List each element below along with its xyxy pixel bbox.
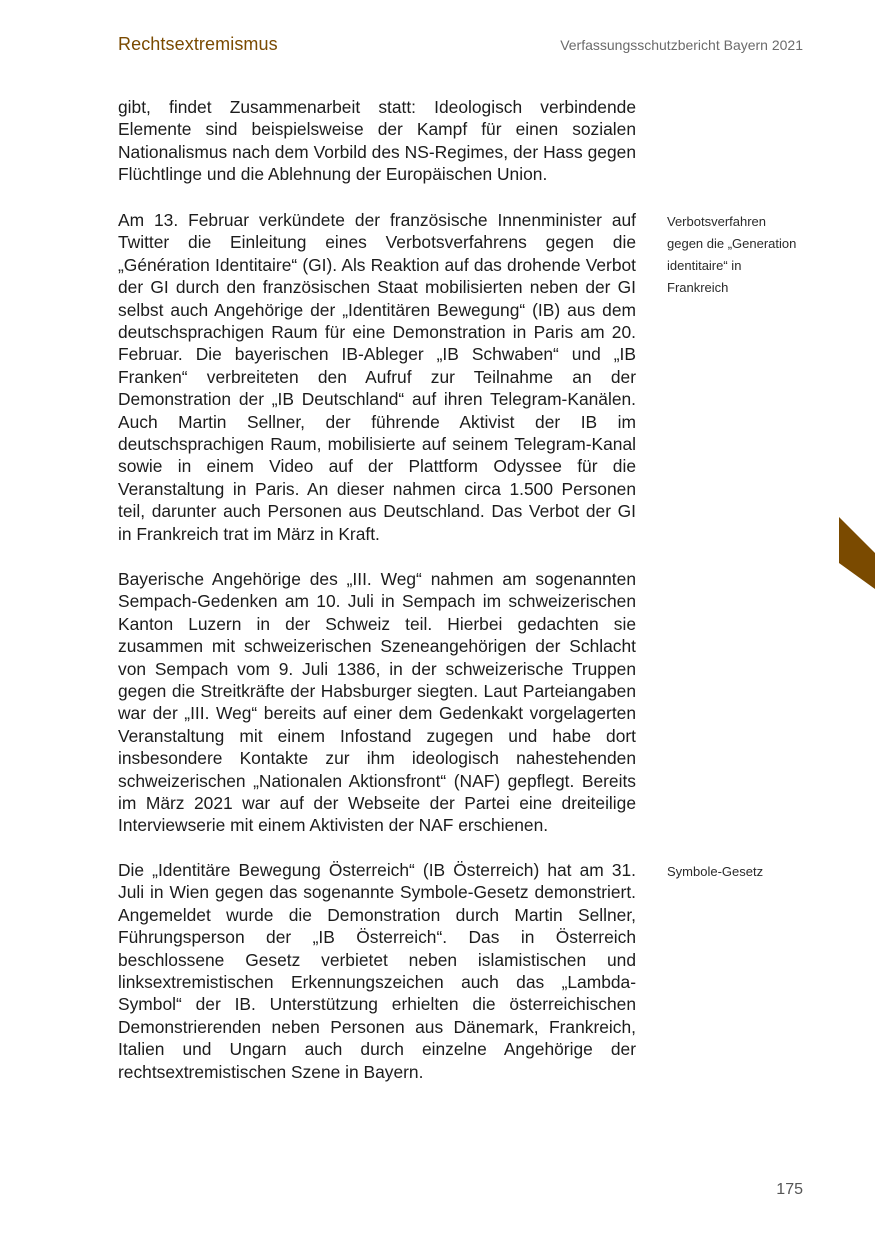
page-number: 175 — [776, 1181, 803, 1198]
margin-note: Symbole-Gesetz — [667, 864, 764, 879]
margin-note: Verbotsverfahren gegen die „Generation identitaire“ in Frankreich — [667, 214, 797, 295]
running-header-report-title: Verfassungsschutzbericht Bayern 2021 — [560, 37, 803, 53]
body-paragraph: Bayerische Angehörige des „III. Weg“ nahmen am sogenannten Sempach-Gedenken am 10. Juli in Sempach im schweizerischen Kanton Luzern in der Schweiz teil. Hierbei gedachten sie zusammen mit schweizerischen Szeneangehörigen der Schlacht von Sempach vom 9. Juli 1386, in der schweizerische Truppen gegen die Streitkräfte der Habsburger siegten. Laut Parteiangaben war der „III. Weg“ bereits auf einer dem Gedenkakt vorgelagerten Veranstaltung mit einem Infostand zugegen und habe dort insbesondere Kontakte zur ihm ideologisch nahestehenden schweizerischen „Nationalen Aktionsfront“ (NAF) gepflegt. Bereits im März 2021 war auf der Webseite der Partei eine dreiteilige Interviewserie mit einem Aktivisten der NAF erschienen. — [118, 569, 636, 836]
body-paragraph: Am 13. Februar verkündete der französische Innenminister auf Twitter die Einleitung eines Verbotsverfahrens gegen die „Génération Identitaire“ (GI). Als Reaktion auf das drohende Verbot der GI durch den französischen Staat mobilisierten neben der GI selbst auch Angehörige der „Identitären Bewegung“ (IB) aus dem deutschsprachigen Raum für eine Demonstration in Paris am 20. Februar. Die bayerischen IB-Ableger „IB Schwaben“ und „IB Franken“ verbreiteten den Aufruf zur Teilnahme an der Demonstration der „IB Deutschland“ auf ihren Telegram-Kanälen. Auch Martin Sellner, der führende Aktivist der IB im deutschsprachigen Raum, mobilisierte auf seinem Telegram-Kanal sowie in einem Video auf der Plattform Odyssee für die Veranstaltung in Paris. An dieser nahmen circa 1.500 Personen teil, darunter auch Personen aus Deutschland. Das Verbot der GI in Frankreich trat im März in Kraft. — [118, 210, 636, 544]
body-paragraph: gibt, findet Zusammenarbeit statt: Ideologisch verbindende Elemente sind beispielsweise der Kampf für einen sozialen Nationalismus nach dem Vorbild des NS-Regimes, der Hass gegen Flüchtlinge und die Ablehnung der Europäischen Union. — [118, 97, 636, 185]
chapter-tab-shape — [839, 517, 875, 589]
chapter-tab-marker — [839, 517, 875, 589]
body-paragraph: Die „Identitäre Bewegung Österreich“ (IB Österreich) hat am 31. Juli in Wien gegen das sogenannte Symbole-Gesetz demonstriert. Angemeldet wurde die Demonstration durch Martin Sellner, Führungsperson der „IB Österreich“. Das in Österreich beschlossene Gesetz verbietet neben islamistischen und linksextremistischen Erkennungszeichen auch das „Lambda-Symbol“ der IB. Unterstützung erhielten die österreichischen Demonstrierenden neben Personen aus Dänemark, Frankreich, Italien und Ungarn auch durch einzelne Angehörige der rechtsextremistischen Szene in Bayern. — [118, 860, 636, 1082]
running-header-section: Rechtsextremismus — [118, 34, 278, 54]
